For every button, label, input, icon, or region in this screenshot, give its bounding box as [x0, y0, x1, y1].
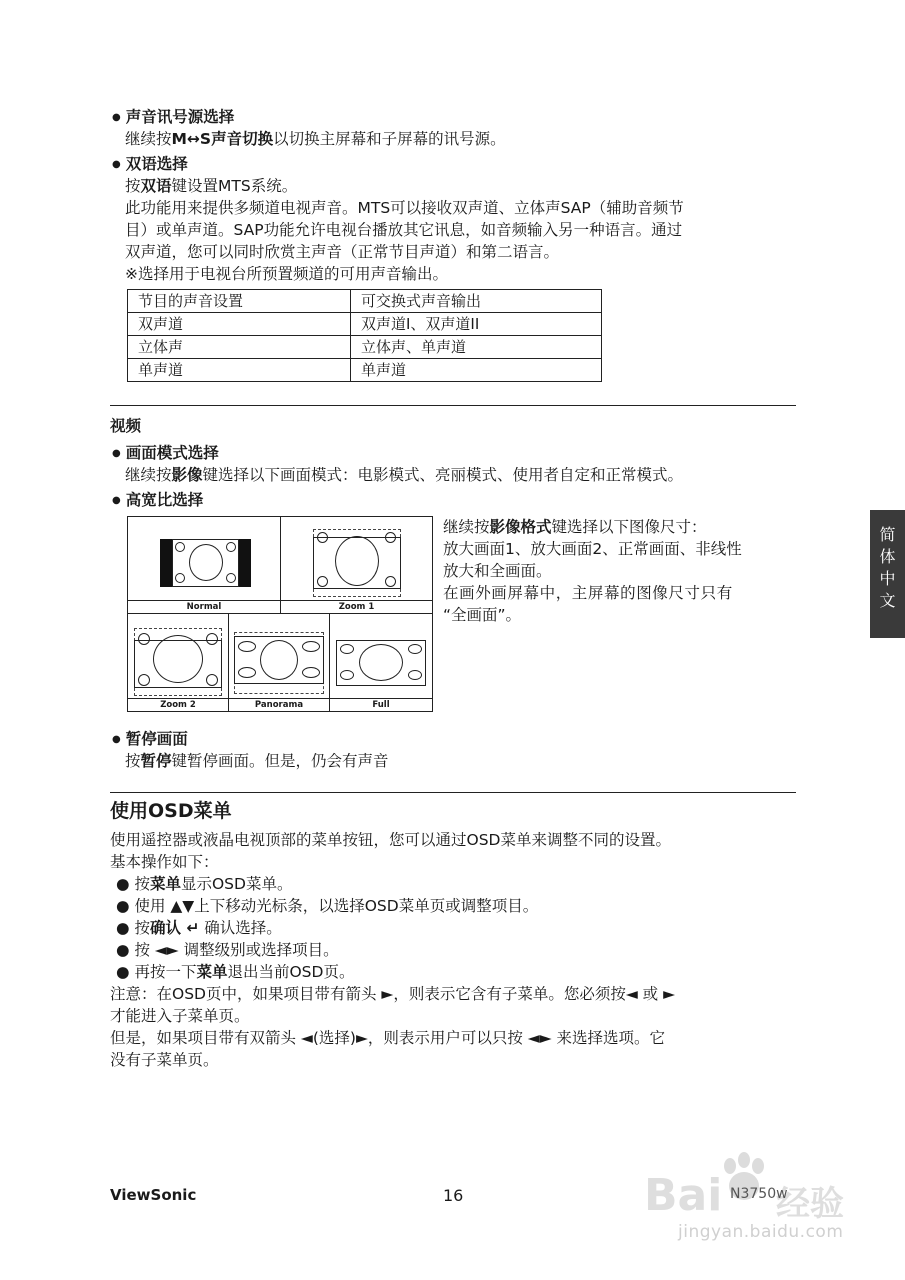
corner-circle — [226, 542, 236, 552]
main-circle — [335, 536, 379, 586]
caption-zoom1: Zoom 1 — [281, 600, 432, 613]
footer-brand: ViewSonic — [110, 1186, 197, 1204]
aspect-text-3: 放大和全画面。 — [443, 562, 552, 580]
side-tab-char: 文 — [879, 591, 896, 610]
screen-frame — [234, 636, 324, 684]
osd-title: 使用OSD菜单 — [110, 800, 232, 822]
bilingual-paragraph-3: 双声道，您可以同时欣赏主声音（正常节目声道）和第二语言。 — [125, 243, 560, 261]
screen-frame — [134, 640, 222, 688]
main-circle — [359, 644, 403, 681]
corner-circle — [206, 674, 218, 686]
corner-circle — [408, 644, 422, 654]
aspect-heading: ● 高宽比选择 — [112, 489, 203, 514]
side-tab-char: 简 — [879, 525, 896, 544]
audio-source-heading: ● 声音讯号源选择 — [112, 106, 234, 131]
screen-frame — [172, 539, 239, 587]
aspect-panorama — [229, 614, 330, 711]
table-cell: 双声道 — [128, 313, 351, 336]
corner-circle — [175, 542, 185, 552]
table-cell: 单声道 — [128, 359, 351, 382]
watermark-text: Bai — [644, 1170, 723, 1221]
caption-zoom2: Zoom 2 — [128, 698, 228, 711]
osd-intro: 使用遥控器或液晶电视顶部的菜单按钮，您可以通过OSD菜单来调整不同的设置。 — [110, 831, 671, 849]
table-row — [128, 313, 602, 336]
table-cell: 单声道 — [351, 359, 602, 382]
osd-bullet-1: ● 按菜单显示OSD菜单。 — [116, 875, 293, 893]
section-divider — [110, 792, 796, 793]
aspect-full — [330, 614, 432, 711]
side-tab-char: 体 — [879, 547, 896, 566]
table-cell: 节目的声音设置 — [128, 290, 351, 313]
table-cell: 可交换式声音输出 — [351, 290, 602, 313]
audio-source-text: 继续按M↔S声音切换以切换主屏幕和子屏幕的讯号源。 — [125, 130, 506, 148]
caption-panorama: Panorama — [229, 698, 329, 711]
bilingual-paragraph-2: 目）或单声道。SAP功能允许电视台播放其它讯息，如音频输入另一种语言。通过 — [125, 221, 683, 239]
corner-circle — [302, 641, 320, 652]
corner-circle — [175, 573, 185, 583]
corner-circle — [317, 576, 328, 587]
osd-note-4: 没有子菜单页。 — [110, 1051, 219, 1069]
osd-bullet-3: ● 按确认 ↵ 确认选择。 — [116, 919, 282, 937]
corner-circle — [385, 576, 396, 587]
aspect-text-1: 继续按影像格式键选择以下图像尺寸： — [443, 518, 707, 536]
section-divider — [110, 405, 796, 406]
watermark-text: 经验 — [776, 1184, 844, 1224]
osd-bullet-4: ● 按 ◄► 调整级别或选择项目。 — [116, 941, 339, 959]
table-row — [128, 290, 602, 313]
main-circle — [260, 640, 298, 680]
aspect-text-5: “全画面”。 — [443, 606, 522, 624]
osd-note-1: 注意：在OSD页中，如果项目带有箭头 ►，则表示它含有子菜单。您必须按◄ 或 ► — [110, 985, 676, 1003]
bilingual-paragraph-1: 此功能用来提供多频道电视声音。MTS可以接收双声道、立体声SAP（辅助音频节 — [125, 199, 684, 217]
corner-circle — [302, 667, 320, 678]
table-cell: 立体声 — [128, 336, 351, 359]
freeze-heading: ● 暂停画面 — [112, 728, 188, 753]
table-cell: 立体声、单声道 — [351, 336, 602, 359]
side-tab-char: 中 — [879, 569, 896, 588]
picture-mode-heading: ● 画面模式选择 — [112, 442, 219, 467]
page-number: 16 — [443, 1186, 464, 1205]
osd-note-2: 才能进入子菜单页。 — [110, 1007, 250, 1025]
table-cell: 双声道I、双声道II — [351, 313, 602, 336]
table-row — [128, 336, 602, 359]
corner-circle — [317, 532, 328, 543]
main-circle — [153, 635, 203, 683]
video-section-title: 视频 — [110, 417, 142, 435]
corner-circle — [385, 532, 396, 543]
osd-bullet-2: ● 使用 ▲▼上下移动光标条，以选择OSD菜单页或调整项目。 — [116, 897, 539, 915]
corner-circle — [226, 573, 236, 583]
bilingual-heading: ● 双语选择 — [112, 153, 188, 178]
black-bar — [239, 539, 251, 587]
corner-circle — [238, 641, 256, 652]
black-bar — [160, 539, 172, 587]
bilingual-note: ※选择用于电视台所预置频道的可用声音输出。 — [125, 265, 448, 283]
aspect-normal — [128, 517, 281, 614]
corner-circle — [206, 633, 218, 645]
osd-note-3: 但是，如果项目带有双箭头 ◄(选择)►，则表示用户可以只按 ◄► 来选择选项。它 — [110, 1029, 666, 1047]
corner-circle — [138, 633, 150, 645]
audio-output-table — [127, 289, 602, 382]
corner-circle — [340, 644, 354, 654]
osd-basic: 基本操作如下： — [110, 853, 219, 871]
main-circle — [189, 544, 223, 581]
aspect-text-2: 放大画面1、放大画面2、正常画面、非线性 — [443, 540, 742, 558]
osd-bullet-5: ● 再按一下菜单退出当前OSD页。 — [116, 963, 355, 981]
screen-frame — [336, 640, 426, 686]
caption-full: Full — [330, 698, 432, 711]
footer-model: N3750w — [730, 1186, 788, 1202]
caption-normal: Normal — [128, 600, 280, 613]
aspect-ratio-figure — [127, 516, 433, 712]
language-side-tab — [870, 510, 905, 638]
corner-circle — [238, 667, 256, 678]
corner-circle — [340, 670, 354, 680]
table-row — [128, 359, 602, 382]
aspect-zoom1 — [281, 517, 432, 614]
aspect-zoom2 — [128, 614, 229, 711]
freeze-text: 按暂停键暂停画面。但是，仍会有声音 — [125, 752, 389, 770]
aspect-text-4: 在画外画屏幕中，主屏幕的图像尺寸只有 — [443, 584, 733, 602]
corner-circle — [408, 670, 422, 680]
watermark-url: jingyan.baidu.com — [678, 1222, 844, 1242]
corner-circle — [138, 674, 150, 686]
bilingual-line1: 按双语键设置MTS系统。 — [125, 177, 298, 195]
picture-mode-text: 继续按影像键选择以下画面模式：电影模式、亮丽模式、使用者自定和正常模式。 — [125, 466, 684, 484]
screen-frame — [313, 537, 401, 589]
